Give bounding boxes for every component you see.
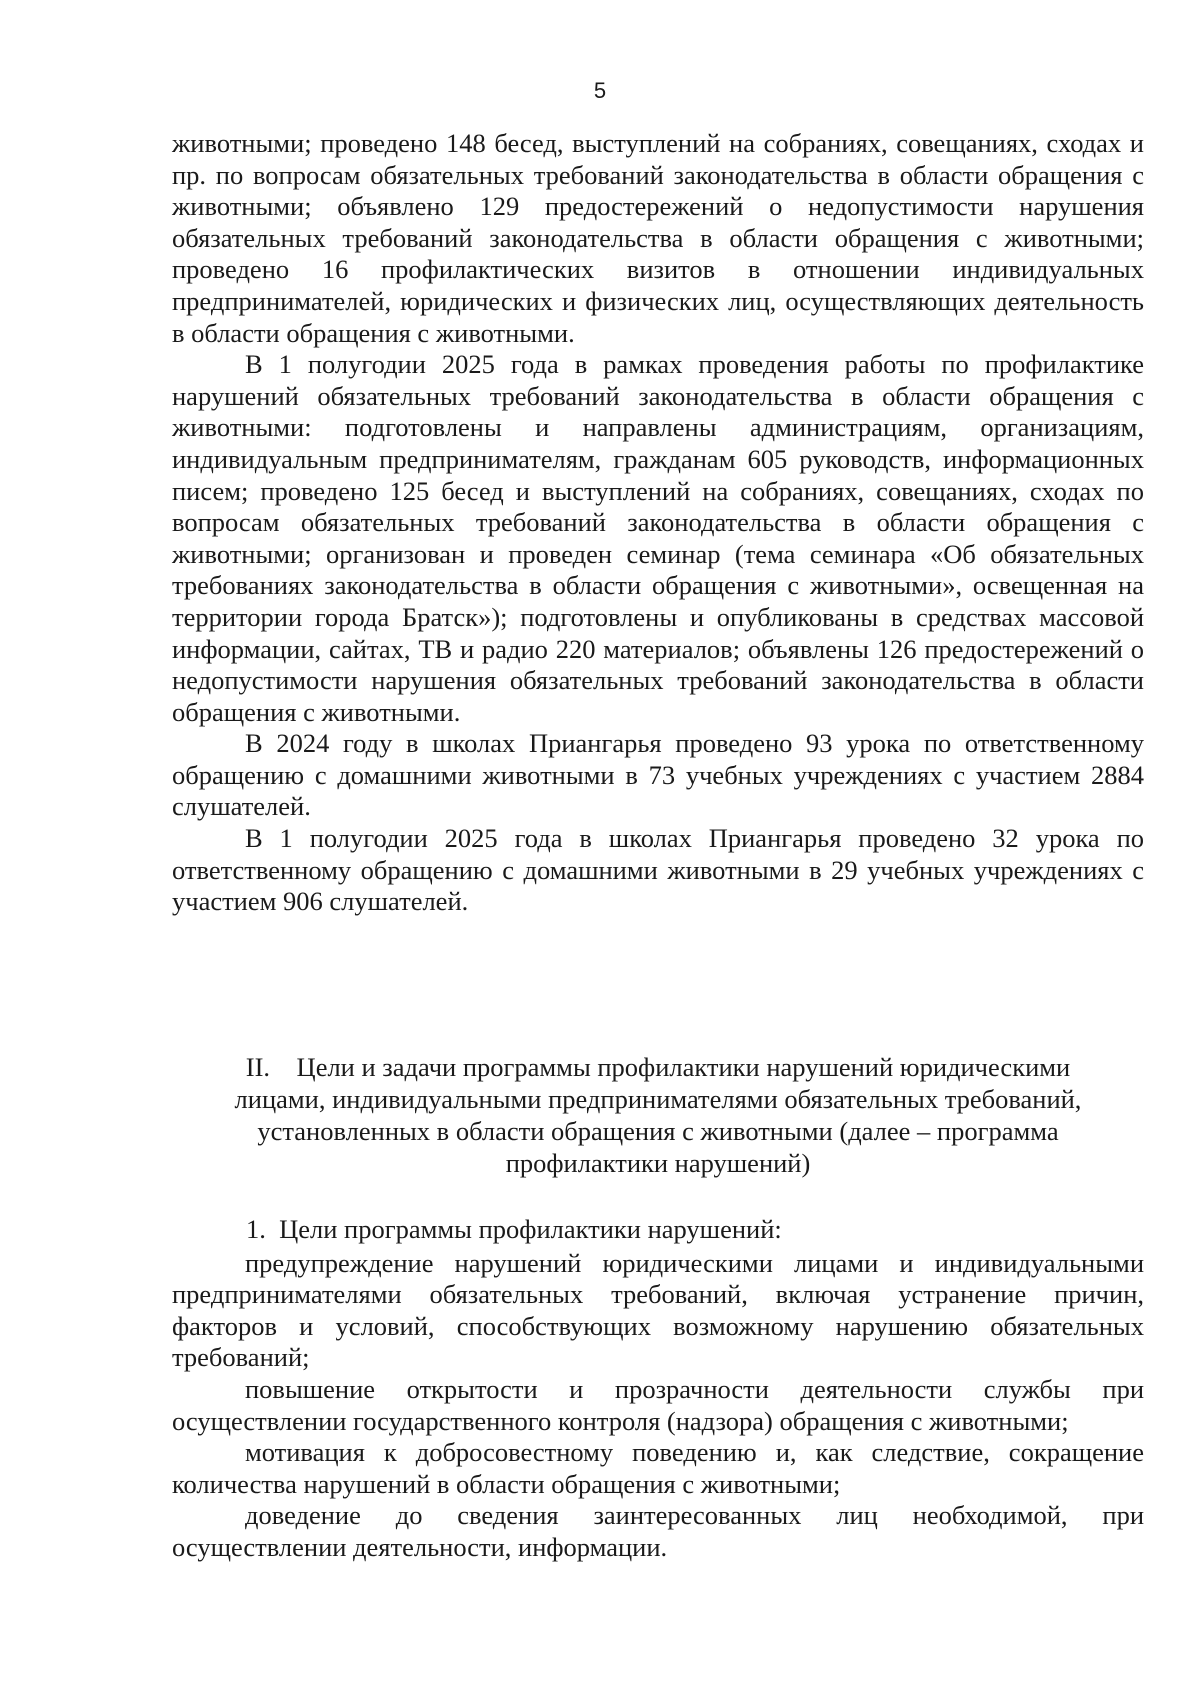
section-heading-line: установленных в области обращения с животными (далее – программа bbox=[257, 1116, 1059, 1146]
goal-item: мотивация к добросовестному поведению и, как следствие, сокращение количества нарушений в области обращения с животными; bbox=[172, 1437, 1144, 1499]
goals-list bbox=[172, 1214, 1144, 1564]
page-number: 5 bbox=[593, 78, 607, 103]
paragraph-continuation: животными; проведено 148 бесед, выступлений на собраниях, совещаниях, сходах и пр. по вопросам обязательных требований законодательства в области обращения с животными; объявлено 129 предостережений о недопустимости нарушения обязательных требований законодательства в области обращения с животными; проведено 16 профилактических визитов в отношении индивидуальных предпринимателей, юридических и физических лиц, осуществляющих деятельность в области обращения с животными. bbox=[172, 128, 1144, 348]
goal-item: доведение до сведения заинтересованных лиц необходимой, при осуществлении деятельности, информации. bbox=[172, 1500, 1144, 1562]
goals-title: 1. Цели программы профилактики нарушений: bbox=[246, 1214, 782, 1244]
paragraph-2024-schools: В 2024 году в школах Приангарья проведено 93 урока по ответственному обращению с домашними животными в 73 учебных учреждениях с участием 2884 слушателей. bbox=[172, 728, 1144, 822]
section-heading-line: лицами, индивидуальными предпринимателями обязательных требований, bbox=[234, 1084, 1082, 1114]
body-text bbox=[172, 128, 1144, 918]
paragraph-2025-prevention: В 1 полугодии 2025 года в рамках проведения работы по профилактике нарушений обязательных требований законодательства в области обращения с животными: подготовлены и направлены администрациям, организациям, индивидуальным предпринимателям, гражданам 605 руководств, информационных писем; проведено 125 бесед и выступлений на собраниях, совещаниях, сходах по вопросам обязательных требований законодательства в области обращения с животными; организован и проведен семинар (тема семинара «Об обязательных требованиях законодательства в области обращения с животными», освещенная на территории города Братск»); подготовлены и опубликованы в средствах массовой информации, сайтах, ТВ и радио 220 материалов; объявлены 126 предостережений о недопустимости нарушения обязательных требований законодательства в области обращения с животными. bbox=[172, 349, 1144, 727]
goal-item: предупреждение нарушений юридическими лицами и индивидуальными предпринимателями обязательных требований, включая устранение причин, факторов и условий, способствующих возможному нарушению обязательных требований; bbox=[172, 1247, 1144, 1373]
paragraph-2025-schools: В 1 полугодии 2025 года в школах Приангарья проведено 32 урока по ответственному обращению с домашними животными в 29 учебных учреждениях с участием 906 слушателей. bbox=[172, 823, 1144, 917]
section-heading-line: профилактики нарушений) bbox=[505, 1148, 811, 1178]
section-heading-line: II. Цели и задачи программы профилактики нарушений юридическими bbox=[245, 1052, 1071, 1082]
section-heading bbox=[172, 1051, 1144, 1179]
goal-item: повышение открытости и прозрачности деятельности службы при осуществлении государственного контроля (надзора) обращения с животными; bbox=[172, 1373, 1144, 1436]
